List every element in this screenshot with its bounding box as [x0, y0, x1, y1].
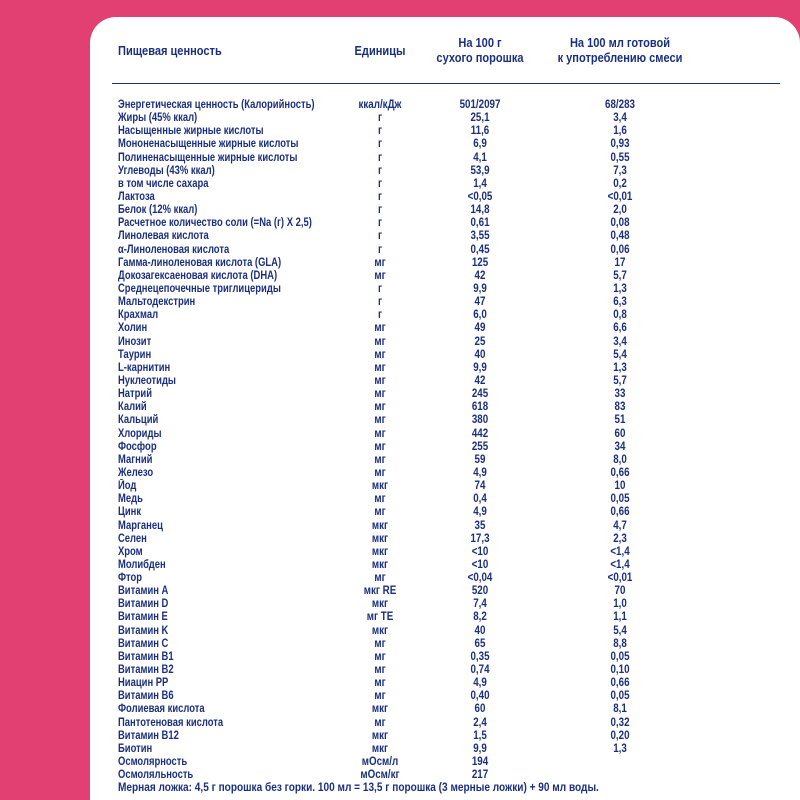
nutrient-name: Холин — [118, 322, 148, 335]
per-100ml-value: 8,1 — [613, 703, 627, 716]
table-row — [90, 677, 800, 690]
per-100g-value: 42 — [474, 269, 486, 282]
nutrient-name: L-карнитин — [118, 361, 171, 374]
per-100ml-value: 17 — [614, 256, 626, 269]
per-100g-value: 8,2 — [473, 611, 487, 624]
per-100g-value: 4,9 — [473, 506, 487, 519]
table-row — [90, 454, 800, 467]
unit-cell: мг — [374, 650, 386, 663]
per-100ml-value: 0,2 — [613, 177, 627, 190]
table-row — [90, 414, 800, 427]
nutrient-name: Хлориды — [118, 427, 162, 440]
nutrient-name: Цинк — [118, 506, 142, 519]
per-100ml-value: <0,01 — [607, 190, 633, 203]
nutrient-name: Фтор — [118, 572, 143, 585]
unit-cell: г — [377, 177, 383, 190]
table-row — [90, 362, 800, 375]
table-row — [90, 165, 800, 178]
per-100ml-value: 5,4 — [613, 348, 627, 361]
unit-cell: мкг — [371, 624, 389, 637]
per-100g-value: 125 — [471, 256, 489, 269]
table-row — [90, 112, 800, 125]
header-per-100ml-ready: На 100 мл готовой к употреблению смеси — [557, 35, 683, 65]
nutrient-name: Кальций — [118, 414, 159, 427]
nutrient-name: Осмоляльность — [118, 769, 194, 782]
per-100ml-value: 0,93 — [610, 138, 630, 151]
unit-cell: мг — [374, 677, 386, 690]
table-row — [90, 204, 800, 217]
per-100g-value: 35 — [474, 519, 486, 532]
nutrient-name: Хром — [118, 545, 143, 558]
unit-cell: мкг — [371, 532, 389, 545]
unit-cell: мкг — [371, 545, 389, 558]
per-100g-value: <0,05 — [467, 190, 493, 203]
per-100ml-value: 68/283 — [605, 99, 635, 111]
nutrient-name: Расчетное количество соли (=Na (г) X 2,5) — [118, 217, 312, 230]
per-100ml-value: 8,8 — [613, 637, 627, 650]
nutrient-name: Нуклеотиды — [118, 374, 176, 387]
unit-cell: г — [377, 164, 383, 177]
table-row — [90, 349, 800, 362]
nutrient-name: Жиры (45% ккал) — [118, 112, 198, 125]
per-100g-value: 9,9 — [473, 282, 487, 295]
table-row — [90, 703, 800, 716]
per-100ml-value: 1,3 — [613, 282, 627, 295]
unit-cell: мг — [374, 506, 386, 519]
per-100g-value: 7,4 — [473, 598, 487, 611]
nutrient-name: Энергетическая ценность (Калорийность) — [118, 99, 315, 111]
unit-cell: г — [377, 151, 383, 164]
per-100ml-value: 0,66 — [610, 677, 630, 690]
table-row — [90, 638, 800, 651]
per-100ml-value: 5,4 — [613, 624, 627, 637]
table-row — [90, 690, 800, 703]
per-100g-value: 520 — [471, 585, 489, 598]
nutrient-name: Магний — [118, 453, 153, 466]
table-row — [90, 717, 800, 730]
per-100g-value: 4,9 — [473, 466, 487, 479]
nutrient-name: Витамин B12 — [118, 729, 179, 742]
nutrient-name: Докозагексаеновая кислота (DHA) — [118, 269, 278, 282]
header-units: Единицы — [354, 43, 406, 58]
per-100ml-value: 1,6 — [613, 125, 627, 138]
table-row — [90, 546, 800, 559]
unit-cell: мг — [374, 572, 386, 585]
per-100g-value: 74 — [474, 480, 486, 493]
per-100ml-value: 1,3 — [613, 742, 627, 755]
table-row — [90, 598, 800, 611]
table-row — [90, 152, 800, 165]
nutrient-name: Селен — [118, 532, 147, 545]
table-row — [90, 388, 800, 401]
per-100ml-value: 1,1 — [613, 611, 627, 624]
unit-cell: г — [377, 204, 383, 217]
table-row — [90, 125, 800, 138]
per-100g-value: 25 — [474, 335, 486, 348]
per-100g-value: 47 — [474, 296, 486, 309]
nutrient-name: Белок (12% ккал) — [118, 204, 198, 217]
per-100g-value: 59 — [474, 453, 486, 466]
unit-cell: мг — [374, 427, 386, 440]
per-100g-value: 40 — [474, 624, 486, 637]
unit-cell: г — [377, 112, 383, 125]
per-100g-value: 380 — [471, 414, 489, 427]
unit-cell: мг — [374, 664, 386, 677]
per-100ml-value: 8,0 — [613, 453, 627, 466]
per-100ml-value: 0,20 — [610, 729, 630, 742]
unit-cell: мг — [374, 256, 386, 269]
per-100ml-value: 0,05 — [610, 650, 630, 663]
per-100ml-value: 6,6 — [613, 322, 627, 335]
per-100g-value: 4,1 — [473, 151, 487, 164]
header-divider — [112, 83, 780, 84]
table-row — [90, 756, 800, 769]
nutrient-name: Насыщенные жирные кислоты — [118, 125, 264, 138]
nutrient-name: Витамин B1 — [118, 650, 174, 663]
per-100ml-value: 4,7 — [613, 519, 627, 532]
unit-cell: мг — [374, 453, 386, 466]
unit-cell: мг — [374, 388, 386, 401]
per-100g-value: 2,4 — [473, 716, 487, 729]
unit-cell: г — [377, 230, 383, 243]
per-100g-value: 0,4 — [473, 493, 487, 506]
per-100ml-value: 2,0 — [613, 204, 627, 217]
nutrient-name: Ниацин PP — [118, 677, 169, 690]
unit-cell: г — [377, 190, 383, 203]
table-row — [90, 651, 800, 664]
per-100g-value: 0,45 — [470, 243, 490, 256]
unit-cell: г — [377, 296, 383, 309]
nutrient-name: Мальтодекстрин — [118, 296, 196, 309]
header-nutrition-value: Пищевая ценность — [118, 43, 222, 58]
per-100ml-value: 1,0 — [613, 598, 627, 611]
nutrient-name: Лактоза — [118, 190, 155, 203]
per-100ml-value: 1,3 — [613, 361, 627, 374]
table-row — [90, 428, 800, 441]
unit-cell: г — [377, 138, 383, 151]
per-100ml-value: 0,66 — [610, 506, 630, 519]
per-100g-value: 501/2097 — [459, 99, 501, 111]
table-row — [90, 270, 800, 283]
per-100g-value: <10 — [471, 545, 489, 558]
unit-cell: мкг RE — [363, 585, 397, 598]
unit-cell: мОсм/кг — [360, 769, 400, 782]
nutrient-name: Молибден — [118, 558, 166, 571]
table-row — [90, 309, 800, 322]
per-100ml-value: 51 — [614, 414, 626, 427]
unit-cell: мг — [374, 414, 386, 427]
nutrient-name: Йод — [118, 480, 137, 493]
per-100g-value: 255 — [471, 440, 489, 453]
nutrient-name: Витамин B6 — [118, 690, 174, 703]
per-100ml-value: 5,7 — [613, 269, 627, 282]
unit-cell: мкг — [371, 598, 389, 611]
table-row — [90, 244, 800, 257]
table-row — [90, 533, 800, 546]
per-100g-value: <10 — [471, 558, 489, 571]
table-row — [90, 743, 800, 756]
unit-cell: мкг — [371, 519, 389, 532]
unit-cell: мг — [374, 335, 386, 348]
table-row — [90, 467, 800, 480]
table-row — [90, 336, 800, 349]
table-row — [90, 441, 800, 454]
per-100g-value: 0,35 — [470, 650, 490, 663]
unit-cell: г — [377, 217, 383, 230]
nutrient-name: Углеводы (43% ккал) — [118, 164, 215, 177]
per-100ml-value: 0,05 — [610, 690, 630, 703]
table-row — [90, 375, 800, 388]
scoop-note: Мерная ложка: 4,5 г порошка без горки. 100 мл = 13,5 г порошка (3 мерные ложки) + 90 мл воды. — [118, 780, 599, 794]
unit-cell: г — [377, 282, 383, 295]
nutrient-name: Биотин — [118, 742, 153, 755]
unit-cell: мг — [374, 493, 386, 506]
per-100g-value: 618 — [471, 401, 489, 414]
nutrient-name: Витамин E — [118, 611, 168, 624]
per-100ml-value: 0,05 — [610, 493, 630, 506]
nutrient-name: Таурин — [118, 348, 152, 361]
per-100ml-value: 0,66 — [610, 466, 630, 479]
per-100ml-value: 34 — [614, 440, 626, 453]
per-100g-value: 0,40 — [470, 690, 490, 703]
unit-cell: ккал/кДж — [358, 99, 402, 111]
per-100ml-value: 6,3 — [613, 296, 627, 309]
nutrient-name: Калий — [118, 401, 147, 414]
nutrient-name: Витамин C — [118, 637, 169, 650]
nutrient-name: Медь — [118, 493, 143, 506]
unit-cell: мкг — [371, 729, 389, 742]
unit-cell: г — [377, 309, 383, 322]
table-row — [90, 191, 800, 204]
nutrient-name: Пантотеновая кислота — [118, 716, 224, 729]
header-per-100g-powder: На 100 г сухого порошка — [436, 35, 524, 65]
per-100g-value: 25,1 — [470, 112, 490, 125]
nutrient-name: α-Линоленовая кислота — [118, 243, 230, 256]
table-row — [90, 217, 800, 230]
table-row — [90, 322, 800, 335]
per-100g-value: 194 — [471, 756, 489, 769]
unit-cell: мг — [374, 374, 386, 387]
nutrient-name: Гамма-линоленовая кислота (GLA) — [118, 256, 282, 269]
per-100g-value: 40 — [474, 348, 486, 361]
per-100g-value: <0,04 — [467, 572, 493, 585]
per-100g-value: 9,9 — [473, 742, 487, 755]
per-100g-value: 3,55 — [470, 230, 490, 243]
table-row — [90, 585, 800, 598]
table-row — [90, 730, 800, 743]
per-100ml-value: 33 — [614, 388, 626, 401]
per-100g-value: 1,5 — [473, 729, 487, 742]
unit-cell: мг — [374, 401, 386, 414]
nutrient-name: Фосфор — [118, 440, 157, 453]
table-row — [90, 611, 800, 624]
per-100ml-value: 3,4 — [613, 335, 627, 348]
per-100g-value: 0,74 — [470, 664, 490, 677]
per-100g-value: 11,6 — [470, 125, 490, 138]
table-row — [90, 401, 800, 414]
unit-cell: мг — [374, 361, 386, 374]
per-100g-value: 17,3 — [470, 532, 490, 545]
per-100ml-value: 0,55 — [610, 151, 630, 164]
unit-cell: г — [377, 125, 383, 138]
per-100ml-value: 0,32 — [610, 716, 630, 729]
per-100ml-value: 70 — [614, 585, 626, 598]
table-row — [90, 257, 800, 270]
table-row — [90, 230, 800, 243]
unit-cell: мг — [374, 690, 386, 703]
per-100g-value: 65 — [474, 637, 486, 650]
per-100g-value: 53,9 — [470, 164, 490, 177]
table-row — [90, 559, 800, 572]
nutrient-name: Мононенасыщенные жирные кислоты — [118, 138, 299, 151]
nutrient-name: Витамин А — [118, 585, 169, 598]
per-100ml-value: 0,06 — [610, 243, 630, 256]
per-100ml-value: 0,08 — [610, 217, 630, 230]
per-100ml-value: 60 — [614, 427, 626, 440]
per-100g-value: 4,9 — [473, 677, 487, 690]
nutrient-name: Витамин B2 — [118, 664, 174, 677]
table-row — [90, 506, 800, 519]
unit-cell: г — [377, 243, 383, 256]
per-100ml-value: 7,3 — [613, 164, 627, 177]
unit-cell: мг — [374, 269, 386, 282]
per-100ml-value: <1,4 — [610, 558, 630, 571]
nutrition-table-body — [90, 99, 800, 782]
unit-cell: мг — [374, 716, 386, 729]
table-row — [90, 296, 800, 309]
per-100ml-value: <0,01 — [607, 572, 633, 585]
nutrient-name: Марганец — [118, 519, 163, 532]
table-row — [90, 283, 800, 296]
unit-cell: мг — [374, 637, 386, 650]
table-row — [90, 572, 800, 585]
table-row — [90, 99, 800, 112]
table-row — [90, 664, 800, 677]
per-100g-value: 60 — [474, 703, 486, 716]
table-row — [90, 625, 800, 638]
per-100ml-value: 10 — [614, 480, 626, 493]
unit-cell: мОсм/л — [361, 756, 399, 769]
per-100ml-value: 83 — [614, 401, 626, 414]
per-100ml-value: 0,8 — [613, 309, 627, 322]
nutrient-name: Линолевая кислота — [118, 230, 209, 243]
table-row — [90, 520, 800, 533]
nutrient-name: Натрий — [118, 388, 153, 401]
table-row — [90, 138, 800, 151]
unit-cell: мг — [374, 322, 386, 335]
unit-cell: мкг — [371, 742, 389, 755]
unit-cell: мг — [374, 466, 386, 479]
per-100g-value: 1,4 — [473, 177, 487, 190]
per-100g-value: 14,8 — [470, 204, 490, 217]
per-100g-value: 42 — [474, 374, 486, 387]
per-100g-value: 6,0 — [473, 309, 487, 322]
nutrient-name: Витамин K — [118, 624, 169, 637]
table-row — [90, 480, 800, 493]
per-100ml-value: 2,3 — [613, 532, 627, 545]
nutrient-name: в том числе сахара — [118, 177, 209, 190]
nutrient-name: Железо — [118, 466, 154, 479]
table-row — [90, 493, 800, 506]
nutrition-card — [90, 17, 800, 800]
table-row — [90, 178, 800, 191]
per-100g-value: 9,9 — [473, 361, 487, 374]
unit-cell: мкг — [371, 480, 389, 493]
per-100g-value: 245 — [471, 388, 489, 401]
unit-cell: мг TE — [366, 611, 394, 624]
unit-cell: мкг — [371, 558, 389, 571]
nutrient-name: Инозит — [118, 335, 152, 348]
per-100ml-value: 3,4 — [613, 112, 627, 125]
per-100ml-value: 0,48 — [610, 230, 630, 243]
nutrient-name: Витамин D — [118, 598, 169, 611]
table-header — [90, 17, 800, 81]
nutrient-name: Фолиевая кислота — [118, 703, 205, 716]
per-100ml-value: <1,4 — [610, 545, 630, 558]
unit-cell: мг — [374, 440, 386, 453]
per-100g-value: 49 — [474, 322, 486, 335]
nutrient-name: Среднецепочечные триглицериды — [118, 282, 281, 295]
per-100ml-value: 0,10 — [610, 664, 630, 677]
per-100g-value: 442 — [471, 427, 489, 440]
nutrient-name: Крахмал — [118, 309, 159, 322]
unit-cell: мг — [374, 348, 386, 361]
per-100ml-value: 5,7 — [613, 374, 627, 387]
nutrient-name: Полиненасыщенные жирные кислоты — [118, 151, 298, 164]
unit-cell: мкг — [371, 703, 389, 716]
per-100g-value: 0,61 — [470, 217, 490, 230]
nutrient-name: Осмолярность — [118, 756, 188, 769]
per-100g-value: 217 — [471, 769, 489, 782]
per-100g-value: 6,9 — [473, 138, 487, 151]
